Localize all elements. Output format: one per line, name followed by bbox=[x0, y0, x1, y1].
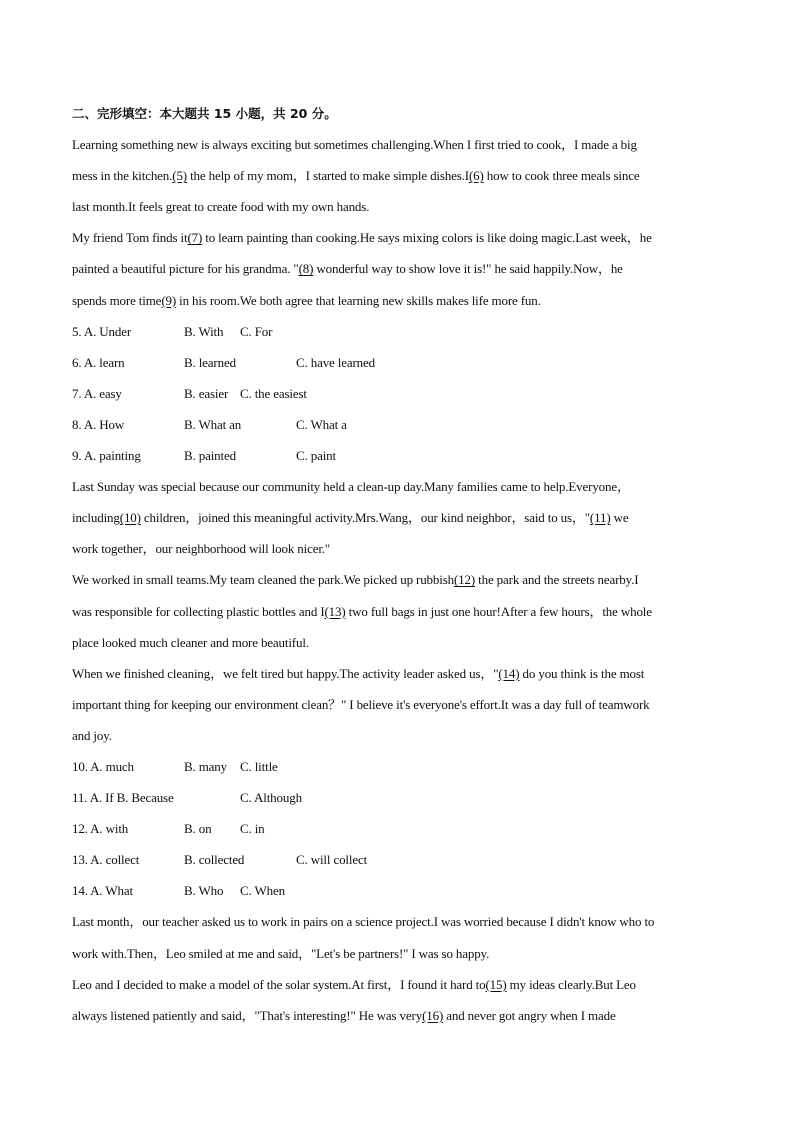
text-run: Last Sunday was special because our community held a clean-up day.Many families came to help.Everyone， bbox=[72, 479, 630, 495]
option-row bbox=[72, 347, 722, 378]
text-run: Learning something new is always exciting but sometimes challenging.When I first tried to cook，I made a big bbox=[72, 137, 637, 153]
document-page bbox=[72, 98, 722, 1031]
passage3-line bbox=[72, 969, 722, 1000]
blank-12[interactable]: (12) bbox=[453, 572, 476, 588]
text-run: work together，our neighborhood will look nicer." bbox=[72, 541, 331, 557]
option-row bbox=[72, 378, 722, 409]
option-c[interactable]: C. For bbox=[240, 323, 273, 339]
blank-6[interactable]: (6) bbox=[468, 168, 484, 184]
option-row bbox=[72, 875, 722, 906]
passage1-line bbox=[72, 191, 722, 222]
text-run: the help of my mom，I started to make simple dishes.I bbox=[186, 168, 469, 184]
option-b[interactable]: B. Who bbox=[184, 883, 224, 899]
text-run: painted a beautiful picture for his grandma. " bbox=[72, 261, 299, 277]
option-row bbox=[72, 316, 722, 347]
option-a[interactable]: 9. A. painting bbox=[72, 448, 141, 464]
text-run: how to cook three meals since bbox=[483, 168, 640, 184]
option-c[interactable]: C. paint bbox=[296, 448, 336, 464]
blank-5[interactable]: (5) bbox=[172, 168, 187, 184]
option-row bbox=[72, 440, 722, 471]
option-a[interactable]: 12. A. with bbox=[72, 821, 129, 837]
blank-9[interactable]: (9) bbox=[161, 292, 177, 308]
passage1-line bbox=[72, 285, 722, 316]
option-b[interactable]: B. learned bbox=[184, 354, 236, 370]
option-a[interactable]: 13. A. collect bbox=[72, 852, 140, 868]
passage1-line bbox=[72, 222, 722, 253]
text-run: to learn painting than cooking.He says mixing colors is like doing magic.Last week，he bbox=[202, 230, 652, 246]
option-b[interactable]: B. With bbox=[184, 323, 224, 339]
text-run: was responsible for collecting plastic bottles and I bbox=[72, 603, 325, 619]
passage2-line bbox=[72, 658, 722, 689]
passage2-line bbox=[72, 596, 722, 627]
text-run: and joy. bbox=[72, 727, 112, 743]
option-row bbox=[72, 782, 722, 813]
option-a[interactable]: 10. A. much bbox=[72, 758, 134, 774]
text-run: children，joined this meaningful activity.Mrs.Wang，our kind neighbor，said to us，" bbox=[140, 510, 590, 526]
passage2-line bbox=[72, 720, 722, 751]
option-a[interactable]: 6. A. learn bbox=[72, 354, 125, 370]
text-run: Last month，our teacher asked us to work in pairs on a science project.I was worried because I didn't know who to bbox=[72, 914, 655, 930]
option-c[interactable]: C. Although bbox=[240, 790, 302, 806]
passage1-line bbox=[72, 160, 722, 191]
blank-10[interactable]: (10) bbox=[119, 510, 141, 526]
option-c[interactable]: C. When bbox=[240, 883, 285, 899]
option-a[interactable]: 5. A. Under bbox=[72, 323, 132, 339]
option-a[interactable]: 14. A. What bbox=[72, 883, 133, 899]
option-c[interactable]: C. have learned bbox=[296, 354, 375, 370]
blank-14[interactable]: (14) bbox=[498, 665, 520, 681]
text-run: place looked much cleaner and more beautiful. bbox=[72, 634, 309, 650]
passage2-line bbox=[72, 689, 722, 720]
blank-7[interactable]: (7) bbox=[187, 230, 203, 246]
text-run: we bbox=[610, 510, 629, 526]
text-run: the park and the streets nearby.I bbox=[475, 572, 639, 588]
option-c[interactable]: C. the easiest bbox=[240, 385, 307, 401]
text-run: two full bags in just one hour!After a few hours，the whole bbox=[345, 603, 652, 619]
text-run: my ideas clearly.But Leo bbox=[506, 976, 636, 992]
passage2-line bbox=[72, 627, 722, 658]
blank-16[interactable]: (16) bbox=[422, 1007, 444, 1023]
option-a[interactable]: 7. A. easy bbox=[72, 385, 122, 401]
text-run: always listened patiently and said，"That's interesting!" He was very bbox=[72, 1007, 423, 1023]
text-run: My friend Tom finds it bbox=[72, 230, 188, 246]
passage2-line bbox=[72, 533, 722, 564]
option-c[interactable]: C. little bbox=[240, 758, 278, 774]
text-run: We worked in small teams.My team cleaned the park.We picked up rubbish bbox=[72, 572, 454, 588]
option-c[interactable]: C. What a bbox=[296, 416, 347, 432]
blank-15[interactable]: (15) bbox=[485, 976, 507, 992]
text-run: mess in the kitchen. bbox=[72, 168, 173, 184]
text-run: When we finished cleaning，we felt tired but happy.The activity leader asked us，" bbox=[72, 665, 499, 681]
passage1-line bbox=[72, 129, 722, 160]
option-b[interactable]: B. easier bbox=[184, 385, 229, 401]
text-run: do you think is the most bbox=[519, 665, 645, 681]
passage3-line bbox=[72, 938, 722, 969]
passage2-line bbox=[72, 502, 722, 533]
option-row bbox=[72, 409, 722, 440]
text-run: Leo and I decided to make a model of the solar system.At first，I found it hard to bbox=[72, 976, 486, 992]
passage3-line bbox=[72, 906, 722, 937]
option-b[interactable]: B. many bbox=[184, 758, 228, 774]
option-a-b[interactable]: 11. A. If B. Because bbox=[72, 790, 174, 806]
text-run: and never got angry when I made bbox=[443, 1007, 616, 1023]
passage2-line bbox=[72, 471, 722, 502]
option-row bbox=[72, 844, 722, 875]
option-b[interactable]: B. painted bbox=[184, 448, 236, 464]
option-b[interactable]: B. collected bbox=[184, 852, 245, 868]
blank-11[interactable]: (11) bbox=[589, 510, 611, 526]
blank-8[interactable]: (8) bbox=[298, 261, 314, 277]
section-heading: 二、完形填空：本大题共 15 小题，共 20 分。 bbox=[72, 106, 337, 121]
text-run: in his room.We both agree that learning new skills makes life more fun. bbox=[176, 292, 541, 308]
passage3-line bbox=[72, 1000, 722, 1031]
text-run: including bbox=[72, 510, 120, 526]
option-b[interactable]: B. on bbox=[184, 821, 212, 837]
option-row bbox=[72, 813, 722, 844]
passage1-line bbox=[72, 253, 722, 284]
option-b[interactable]: B. What an bbox=[184, 416, 242, 432]
option-c[interactable]: C. will collect bbox=[296, 852, 368, 868]
option-row bbox=[72, 751, 722, 782]
option-a[interactable]: 8. A. How bbox=[72, 416, 125, 432]
passage2-line bbox=[72, 564, 722, 595]
option-c[interactable]: C. in bbox=[240, 821, 265, 837]
text-run: spends more time bbox=[72, 292, 162, 308]
text-run: last month.It feels great to create food with my own hands. bbox=[72, 199, 370, 215]
blank-13[interactable]: (13) bbox=[324, 603, 346, 619]
text-run: wonderful way to show love it is!" he said happily.Now，he bbox=[313, 261, 623, 277]
text-run: work with.Then，Leo smiled at me and said，"Let's be partners!" I was so happy. bbox=[72, 945, 490, 961]
text-run: important thing for keeping our environment clean？" I believe it's everyone's effort.It was a day full of teamwork bbox=[72, 696, 650, 712]
